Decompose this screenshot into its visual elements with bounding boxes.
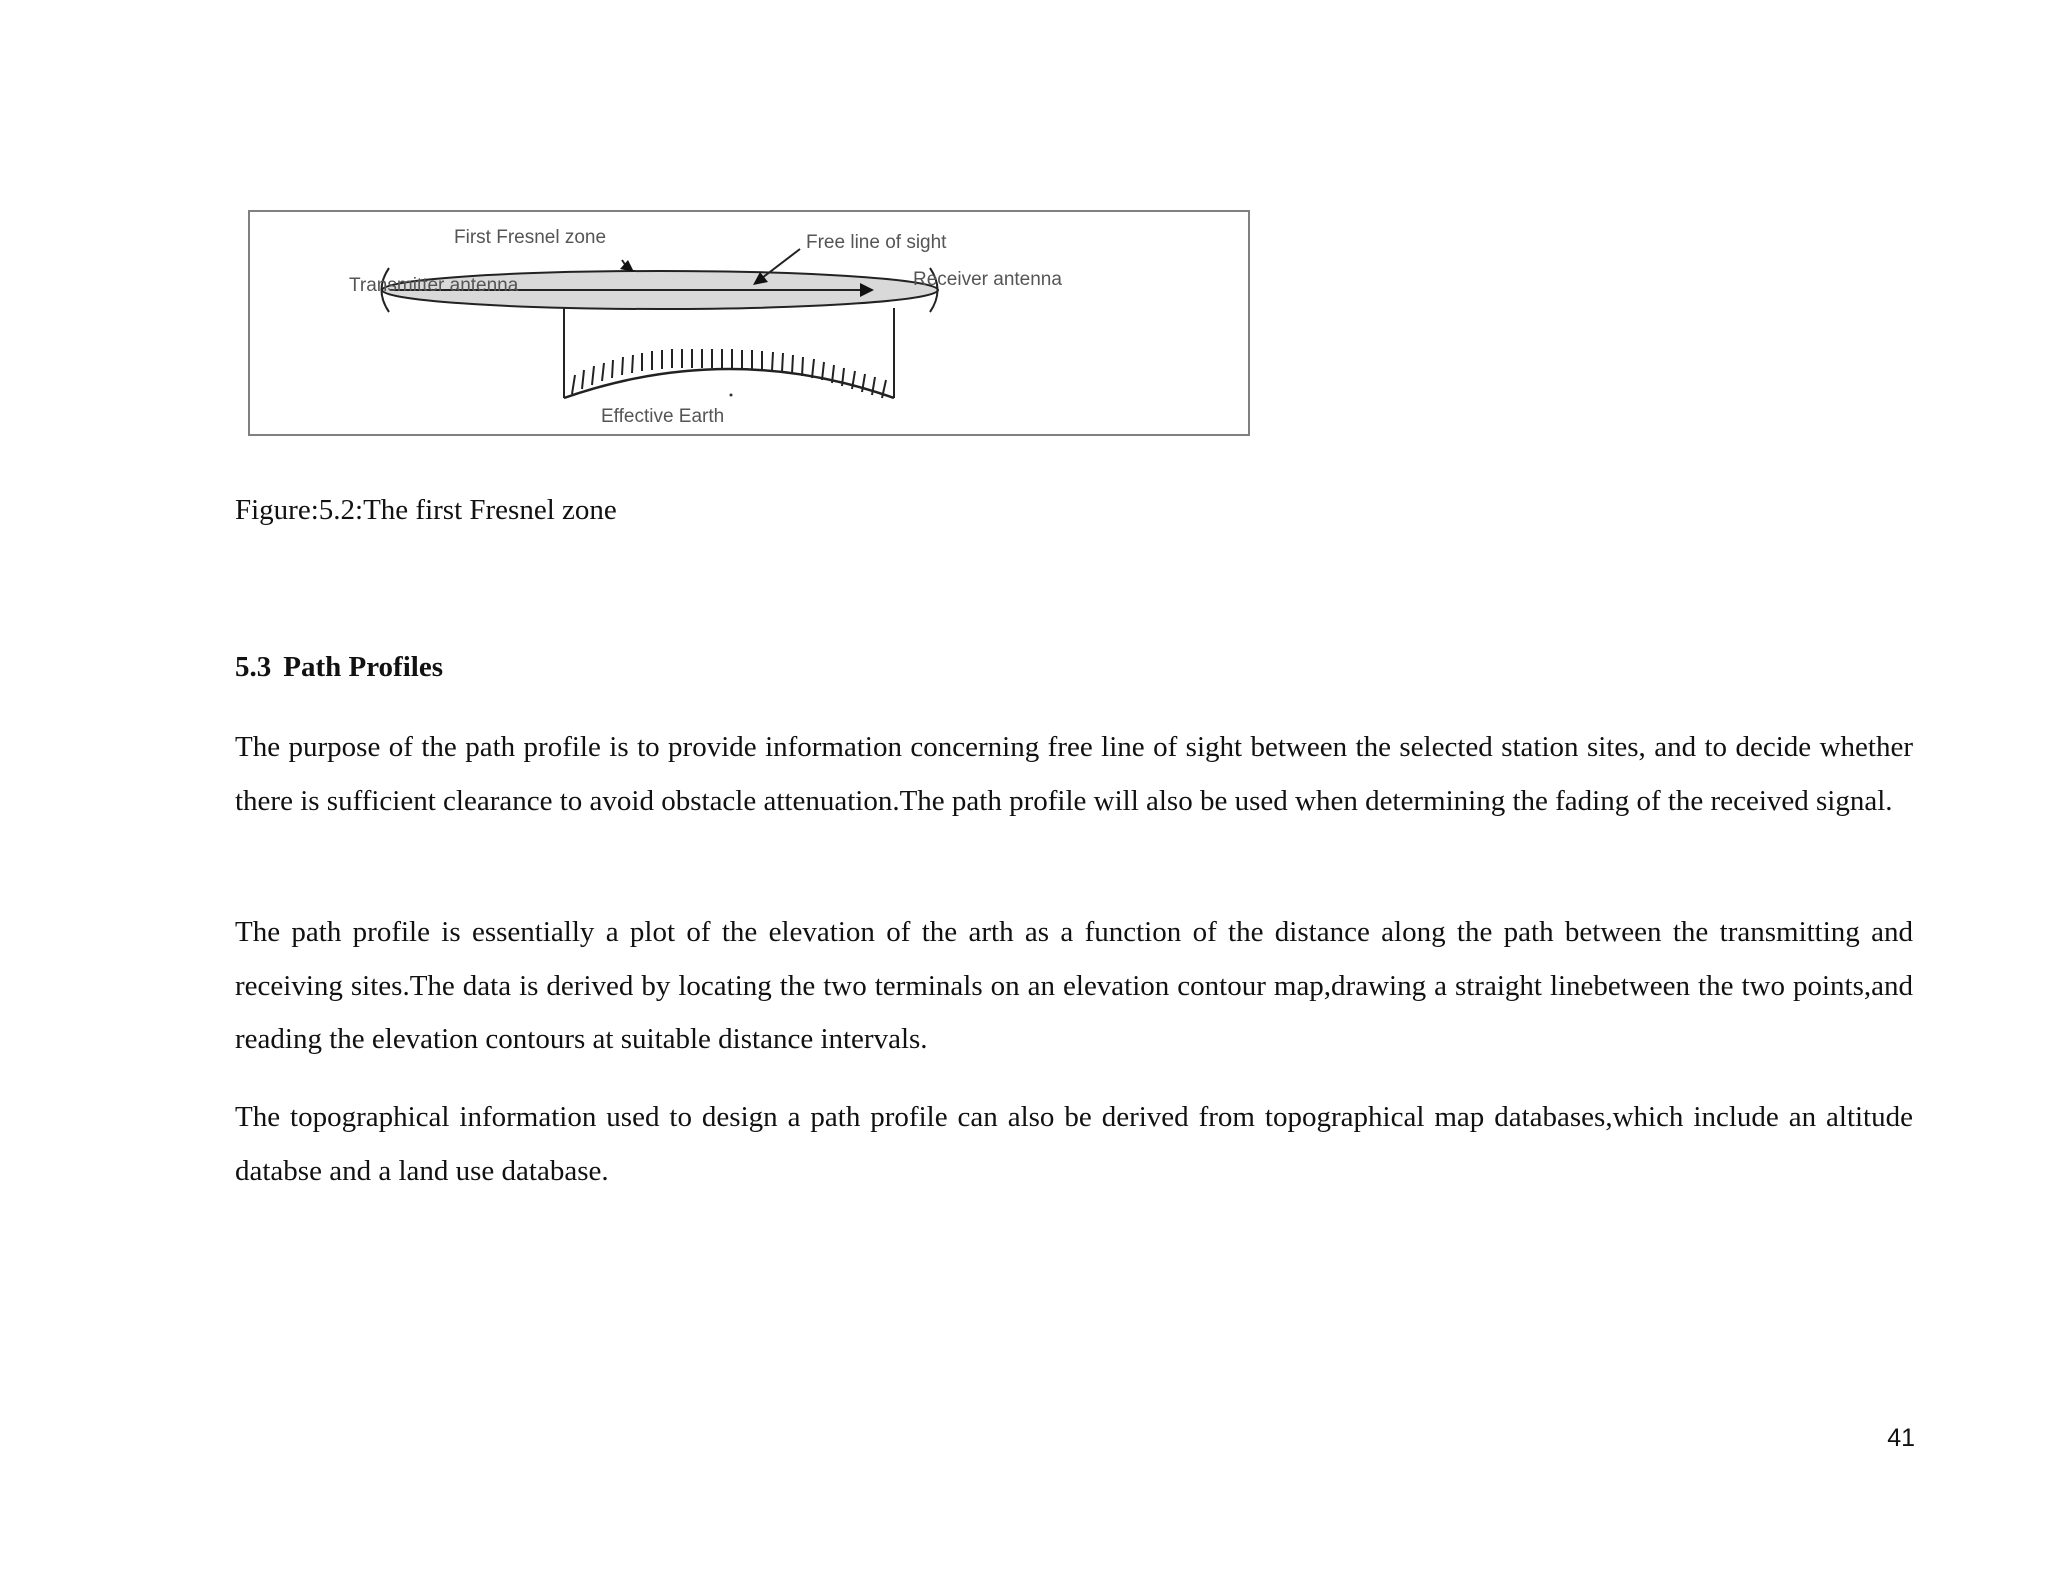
fresnel-zone-figure: [248, 210, 1250, 436]
first-fresnel-zone-label: First Fresnel zone: [454, 227, 607, 248]
free-line-of-sight-label: Free line of sight: [806, 232, 947, 253]
paragraph-1: The purpose of the path profile is to provide information concerning free line of sight between the selected station sites, and to decide whether there is sufficient clearance to avoid obstacle attenuation.The path profile will also be used when determining the fading of the received signal.: [235, 731, 1913, 817]
section-heading: [235, 651, 443, 684]
earth-hatching: [572, 349, 886, 398]
paragraph-3: The topographical information used to design a path profile can also be derived from topographical map databases,which include an altitude databse and a land use database.: [235, 1101, 1913, 1187]
transmitter-antenna-label: Transmitter antenna: [349, 275, 519, 296]
effective-earth-label: Effective Earth: [601, 406, 725, 427]
receiver-antenna-label: Receiver antenna: [913, 269, 1062, 290]
figure-caption: Figure:5.2:The first Fresnel zone: [235, 494, 617, 526]
section-title: Path Profiles: [283, 651, 443, 683]
section-number: 5.3: [235, 651, 272, 683]
paragraph-2: The path profile is essentially a plot of the elevation of the arth as a function of the distance along the path between the transmitting and receiving sites.The data is derived by locating the two terminals on an elevation contour map,drawing a straight linebetween the two points,and reading the elevation contours at suitable distance intervals.: [235, 916, 1913, 1055]
earth-dot: [730, 394, 733, 397]
page-number: 41: [1887, 1424, 1915, 1452]
fresnel-zone-diagram: [250, 212, 1248, 434]
effective-earth-curve: [564, 369, 894, 398]
